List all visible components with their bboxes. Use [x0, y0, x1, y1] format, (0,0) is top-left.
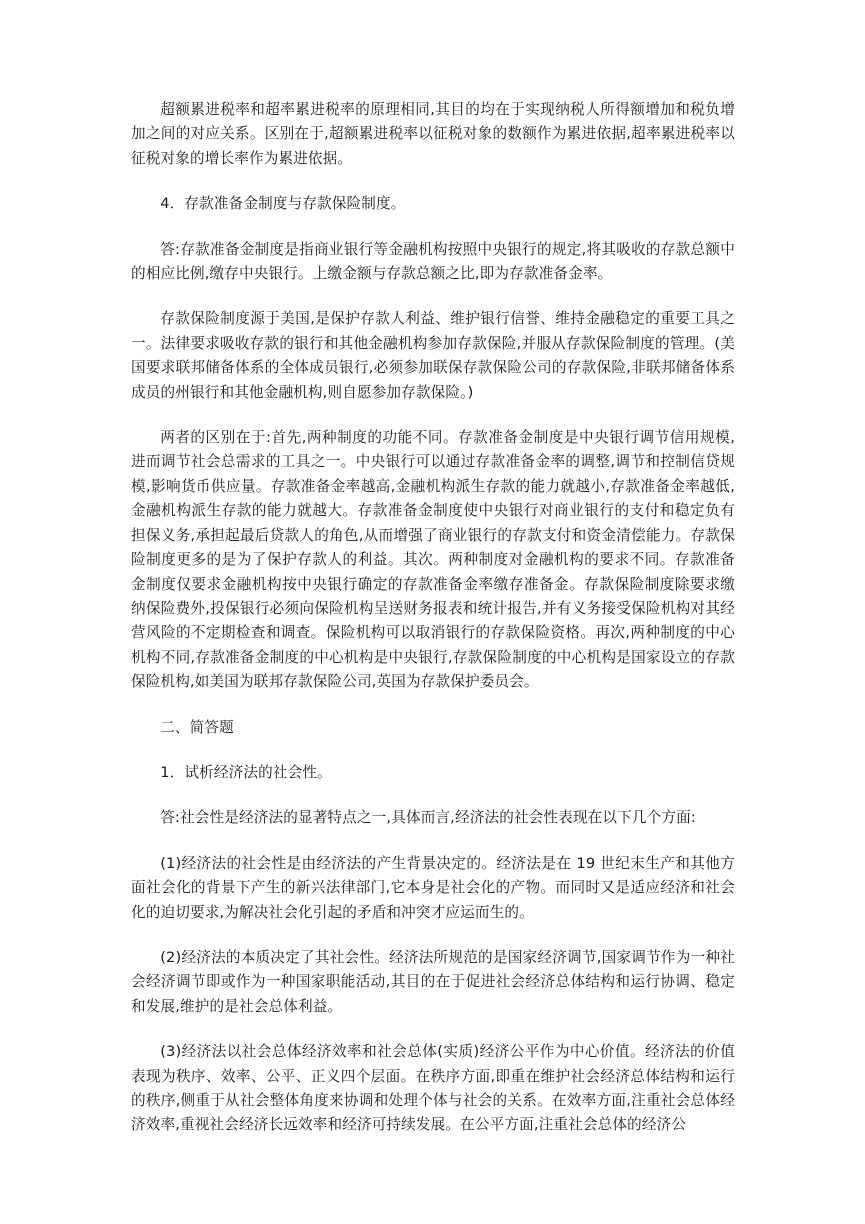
- paragraph-differences: 两者的区别在于:首先,两种制度的功能不同。存款准备金制度是中央银行调节信用规模,进而调节社会总需求的工具之一。中央银行可以通过存款准备金率的调整,调节和控制信贷规模,影响货币供应量。存款准备金率越高,金融机构派生存款的能力就越小,存款准备金率越低,金融机构派生存款的能力就越大。存款准备金制度使中央银行对商业银行的支付和稳定负有担保义务,承担起最后贷款人的角色,从而增强了商业银行的存款支付和资金清偿能力。存款保险制度更多的是为了保护存款人的利益。其次。两种制度对金融机构的要求不同。存款准备金制度仅要求金融机构按中央银行确定的存款准备金率缴存准备金。存款保险制度除要求缴纳保险费外,投保银行必须向保险机构呈送财务报表和统计报告,并有义务接受保险机构对其经营风险的不定期检查和调查。保险机构可以取消银行的存款保险资格。再次,两种制度的中心机构不同,存款准备金制度的中心机构是中央银行,存款保险制度的中心机构是国家设立的存款保险机构,如美国为联邦存款保险公司,英国为存款保护委员会。: [131, 429, 735, 691]
- paragraph-point-1: (1)经济法的社会性是由经济法的产生背景决定的。经济法是在 19 世纪末生产和其他方面社会化的背景下产生的新兴法律部门,它本身是社会化的产物。而同时又是适应经济和社会化的迫切要求,为解决社会化引起的矛盾和冲突才应运而生的。: [131, 854, 735, 921]
- paragraph-answer-intro: 答:社会性是经济法的显著特点之一,具体而言,经济法的社会性表现在以下几个方面:: [160, 809, 696, 827]
- document-body: [131, 98, 735, 1159]
- paragraph-point-3: (3)经济法以社会总体经济效率和社会总体(实质)经济公平作为中心价值。经济法的价值表现为秩序、效率、公平、正义四个层面。在秩序方面,即重在维护社会经济总体结构和运行的秩序,侧重于从社会整体角度来协调和处理个体与社会的关系。在效率方面,注重社会总体经济效率,重视社会经济长远效率和经济可持续发展。在公平方面,注重社会总体的经济公: [131, 1043, 735, 1134]
- section-heading-short-answer: 二、简答题: [160, 718, 234, 736]
- paragraph-point-2: (2)经济法的本质决定了其社会性。经济法所规范的是国家经济调节,国家调节作为一种社会经济调节即或作为一种国家职能活动,其目的在于促进社会经济总体结构和运行协调、稳定和发展,维护的是社会总体利益。: [131, 948, 735, 1015]
- question-heading-1: 1．试析经济法的社会性。: [160, 763, 332, 781]
- paragraph-tax-rate-principle: 超额累进税率和超率累进税率的原理相同,其目的均在于实现纳税人所得额增加和税负增加之间的对应关系。区别在于,超额累进税率以征税对象的数额作为累进依据,超率累进税率以征税对象的增长率作为累进依据。: [131, 101, 735, 167]
- question-heading-4: 4．存款准备金制度与存款保险制度。: [160, 195, 406, 213]
- paragraph-reserve-definition: 答:存款准备金制度是指商业银行等金融机构按照中央银行的规定,将其吸收的存款总额中的相应比例,缴存中央银行。上缴金额与存款总额之比,即为存款准备金率。: [131, 240, 735, 283]
- paragraph-deposit-insurance: 存款保险制度源于美国,是保护存款人利益、维护银行信誉、维持金融稳定的重要工具之一。法律要求吸收存款的银行和其他金融机构参加存款保险,并服从存款保险制度的管理。(美国要求联邦储备体系的全体成员银行,必须参加联保存款保险公司的存款保险,非联邦储备体系成员的州银行和其他金融机构,则自愿参加存款保险。): [131, 310, 735, 401]
